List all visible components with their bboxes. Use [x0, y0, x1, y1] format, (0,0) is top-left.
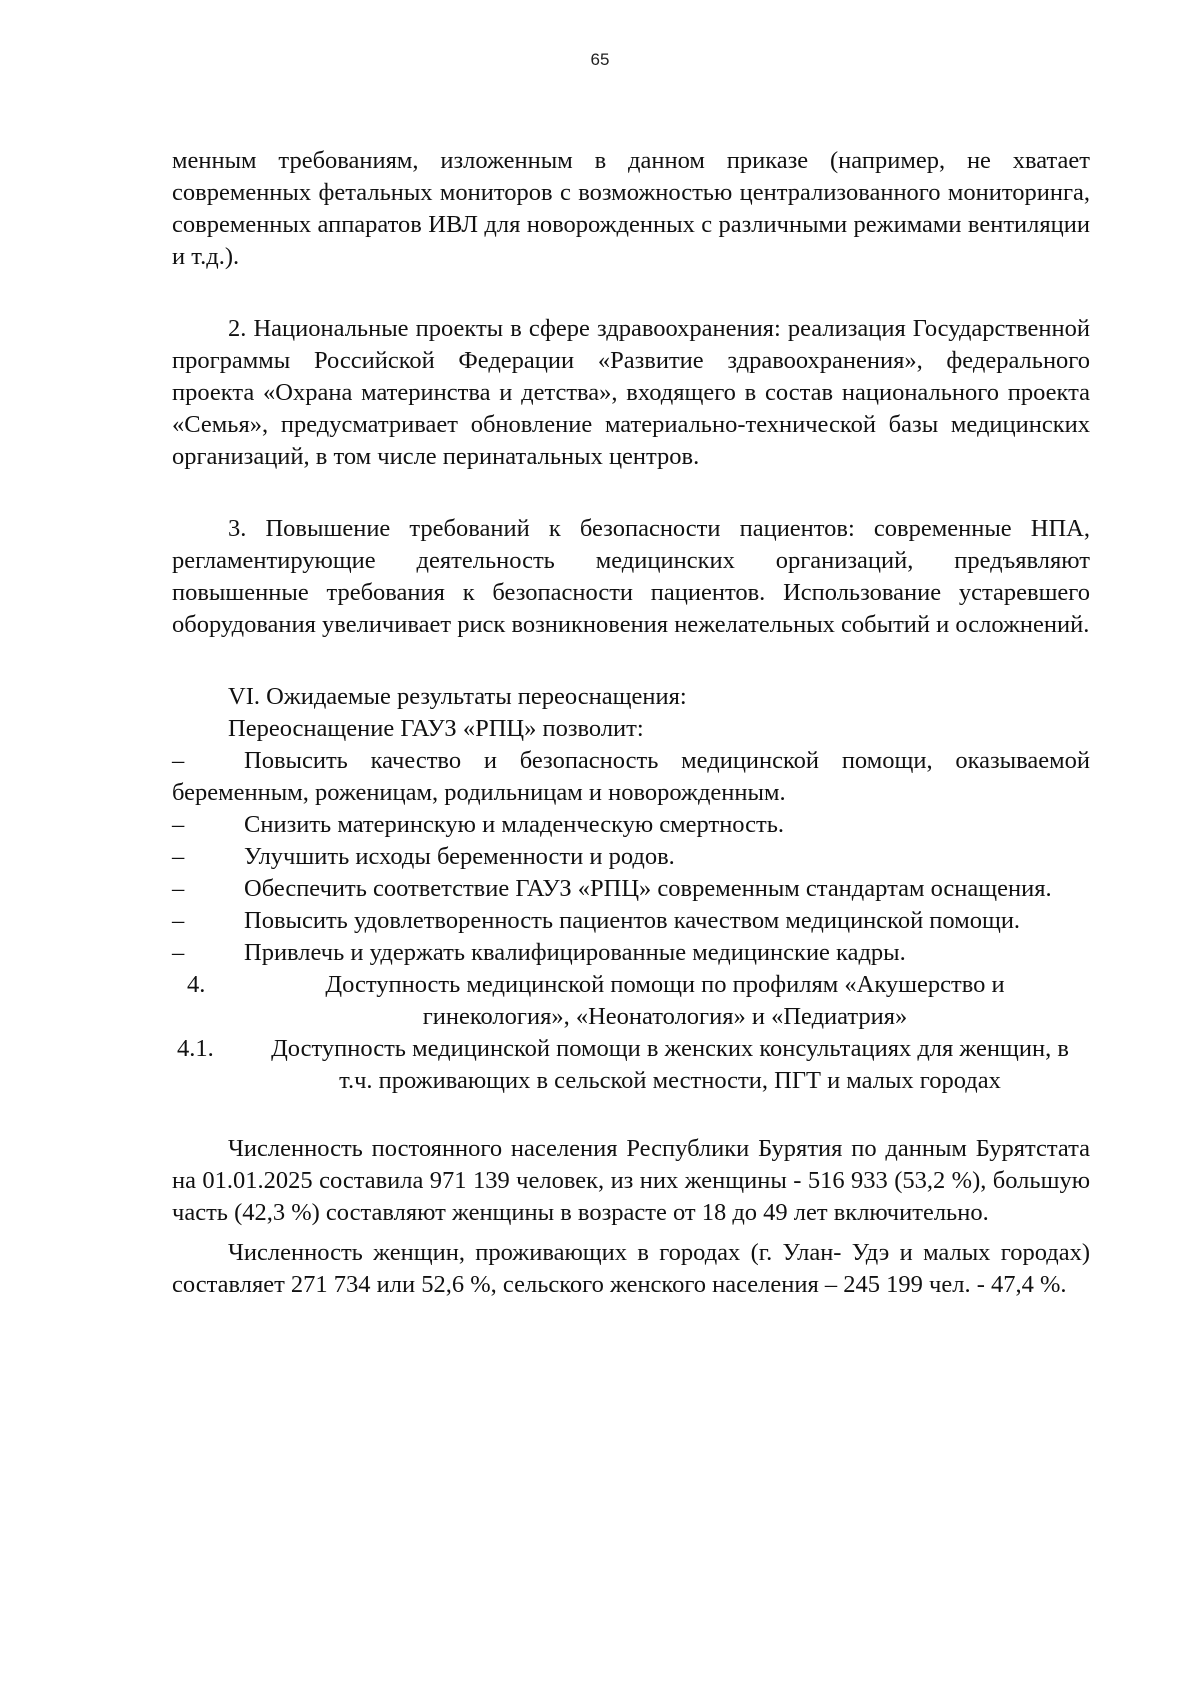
- dash-marker: –: [172, 939, 185, 966]
- section-4-title: Доступность медицинской помощи по профилям «Акушерство и гинекология», «Неонатология» и «Педиатрия»: [325, 971, 1005, 1030]
- section-4-1-title: Доступность медицинской помощи в женских консультациях для женщин, в т.ч. проживающих в сельской местности, ПГТ и малых городах: [271, 1035, 1069, 1094]
- dash-marker: –: [172, 811, 185, 838]
- results-list-item: [172, 937, 1090, 969]
- results-list-item-text: Повысить качество и безопасность медицинской помощи, оказываемой беременным, роженицам, родильницам и новорожденным.: [172, 747, 1090, 806]
- page-number: 65: [590, 50, 610, 69]
- paragraph-patient-safety: 3. Повышение требований к безопасности пациентов: современные НПА, регламентирующие деятельность медицинских организаций, предъявляют повышенные требования к безопасности пациентов. Использование устаревшего оборудования увеличивает риск возникновения нежелательных событий и осложнений.: [172, 515, 1090, 638]
- section-4-number: 4.: [187, 971, 206, 998]
- section-4-heading: [172, 969, 1090, 1033]
- results-list-item-text: Привлечь и удержать квалифицированные медицинские кадры.: [244, 939, 906, 966]
- results-list-item-text: Повысить удовлетворенность пациентов качеством медицинской помощи.: [244, 907, 1021, 934]
- paragraph-urban-rural: Численность женщин, проживающих в городах (г. Улан- Удэ и малых городах) составляет 271 734 или 52,6 %, сельского женского населения – 245 199 чел. - 47,4 %.: [172, 1239, 1090, 1298]
- dash-marker: –: [172, 907, 185, 934]
- results-heading: VI. Ожидаемые результаты переоснащения:: [228, 683, 687, 710]
- results-list-item-text: Снизить материнскую и младенческую смертность.: [244, 811, 785, 838]
- results-list-item: [172, 873, 1090, 905]
- results-list-item: [172, 905, 1090, 937]
- results-list-item-text: Улучшить исходы беременности и родов.: [244, 843, 675, 870]
- dash-marker: –: [172, 747, 185, 774]
- dash-marker: –: [172, 875, 185, 902]
- page-body: [172, 145, 1090, 1301]
- paragraph-population: Численность постоянного населения Республики Бурятия по данным Бурятстата на 01.01.2025 составила 971 139 человек, из них женщины - 516 933 (53,2 %), большую часть (42,3 %) составляют женщины в возрасте от 18 до 49 лет включительно.: [172, 1135, 1090, 1226]
- paragraph-equipment-requirements: менным требованиям, изложенным в данном приказе (например, не хватает современных фетальных мониторов с возможностью централизованного мониторинга, современных аппаратов ИВЛ для новорожденных с различными режимами вентиляции и т.д.).: [172, 147, 1090, 270]
- results-list-item: [172, 745, 1090, 809]
- results-list-item-text: Обеспечить соответствие ГАУЗ «РПЦ» современным стандартам оснащения.: [244, 875, 1052, 902]
- results-intro: Переоснащение ГАУЗ «РПЦ» позволит:: [228, 715, 644, 742]
- paragraph-national-projects: 2. Национальные проекты в сфере здравоохранения: реализация Государственной программы Российской Федерации «Развитие здравоохранения», федерального проекта «Охрана материнства и детства», входящего в состав национального проекта «Семья», предусматривает обновление материально-технической базы медицинских организаций, в том числе перинатальных центров.: [172, 315, 1090, 470]
- section-4-1-number: 4.1.: [177, 1035, 214, 1062]
- section-4-1-heading: [172, 1033, 1090, 1097]
- dash-marker: –: [172, 843, 185, 870]
- results-list-item: [172, 809, 1090, 841]
- results-list-item: [172, 841, 1090, 873]
